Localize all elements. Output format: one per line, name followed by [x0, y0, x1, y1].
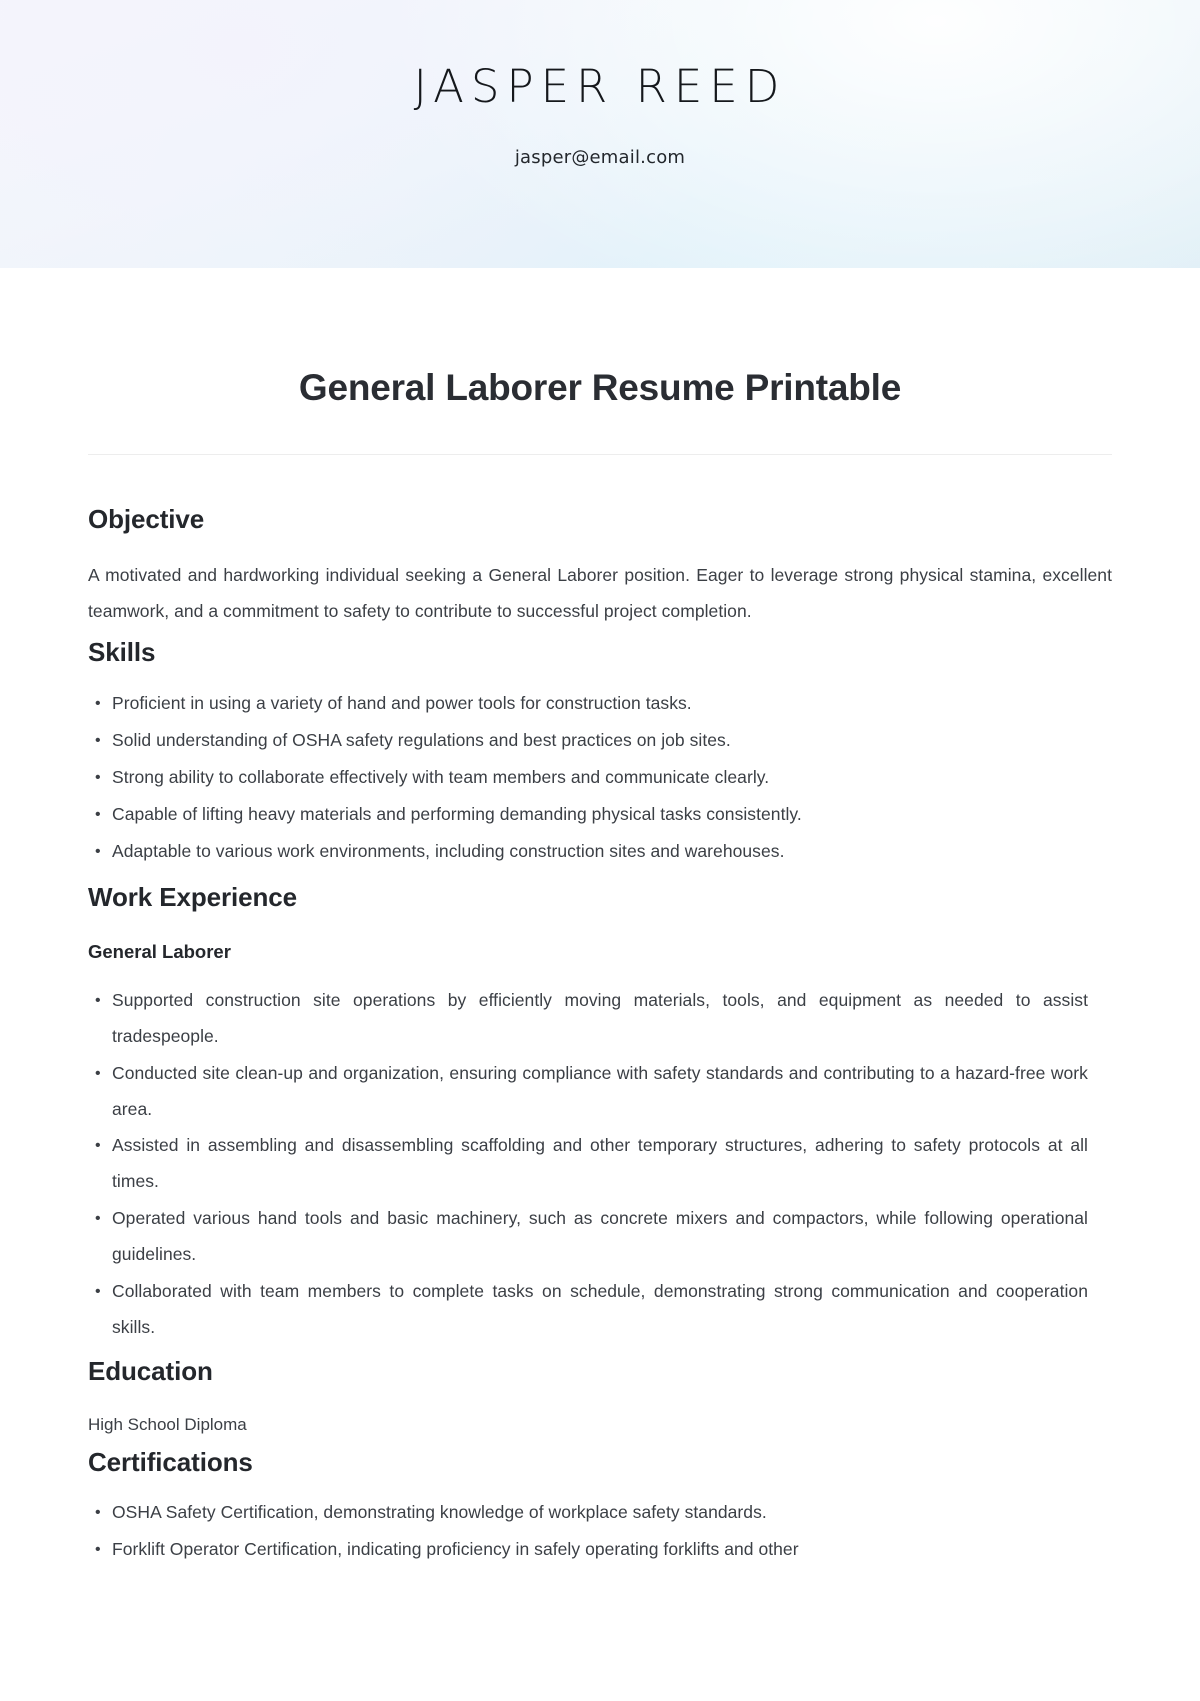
work-experience-list [88, 983, 1112, 1346]
section-education [88, 1347, 1112, 1439]
list-item: • Forklift Operator Certification, indicating proficiency in safely operating forklifts and other [88, 1532, 1112, 1568]
list-item: • Proficient in using a variety of hand and power tools for construction tasks. [88, 686, 1112, 722]
list-item: • Adaptable to various work environments, including construction sites and warehouses. [88, 834, 1112, 870]
section-heading-objective: Objective [88, 504, 205, 535]
section-objective [88, 455, 1112, 629]
certifications-list [88, 1495, 1112, 1568]
section-heading-work-experience: Work Experience [88, 881, 298, 912]
person-email: jasper@email.com [514, 147, 686, 168]
page-title: General Laborer Resume Printable [298, 367, 902, 408]
section-heading-skills: Skills [88, 636, 156, 667]
document-body [0, 268, 1200, 1568]
section-heading-education: Education [88, 1355, 213, 1386]
skills-list [88, 686, 1112, 869]
objective-paragraph: A motivated and hardworking individual seeking a General Laborer position. Eager to leverage strong physical stamina, excellent teamwork, and a commitment to safety to contribute to successful project completion. [88, 564, 1112, 621]
list-item: • Strong ability to collaborate effectively with team members and communicate clearly. [88, 760, 1112, 796]
person-name: JASPER REED [413, 60, 787, 113]
list-item: • OSHA Safety Certification, demonstrating knowledge of workplace safety standards. [88, 1495, 1112, 1531]
section-certifications [88, 1438, 1112, 1567]
section-skills [88, 630, 1112, 870]
resume-header-banner [0, 0, 1200, 268]
list-item: • Solid understanding of OSHA safety regulations and best practices on job sites. [88, 723, 1112, 759]
list-item: • Assisted in assembling and disassembling scaffolding and other temporary structures, adhering to safety protocols at all times. [88, 1128, 1088, 1200]
job-title: General Laborer [88, 941, 231, 963]
list-item: • Conducted site clean-up and organization, ensuring compliance with safety standards and contributing to a hazard-free work area. [88, 1056, 1088, 1128]
education-entry: High School Diploma [88, 1415, 247, 1435]
list-item: • Capable of lifting heavy materials and performing demanding physical tasks consistently. [88, 797, 1112, 833]
section-work-experience [88, 871, 1112, 1346]
section-heading-certifications: Certifications [88, 1447, 253, 1478]
list-item: • Supported construction site operations by efficiently moving materials, tools, and equipment as needed to assist tradespeople. [88, 983, 1088, 1055]
list-item: • Collaborated with team members to complete tasks on schedule, demonstrating strong communication and cooperation skills. [88, 1274, 1088, 1346]
list-item: • Operated various hand tools and basic machinery, such as concrete mixers and compactors, while following operational guidelines. [88, 1201, 1088, 1273]
